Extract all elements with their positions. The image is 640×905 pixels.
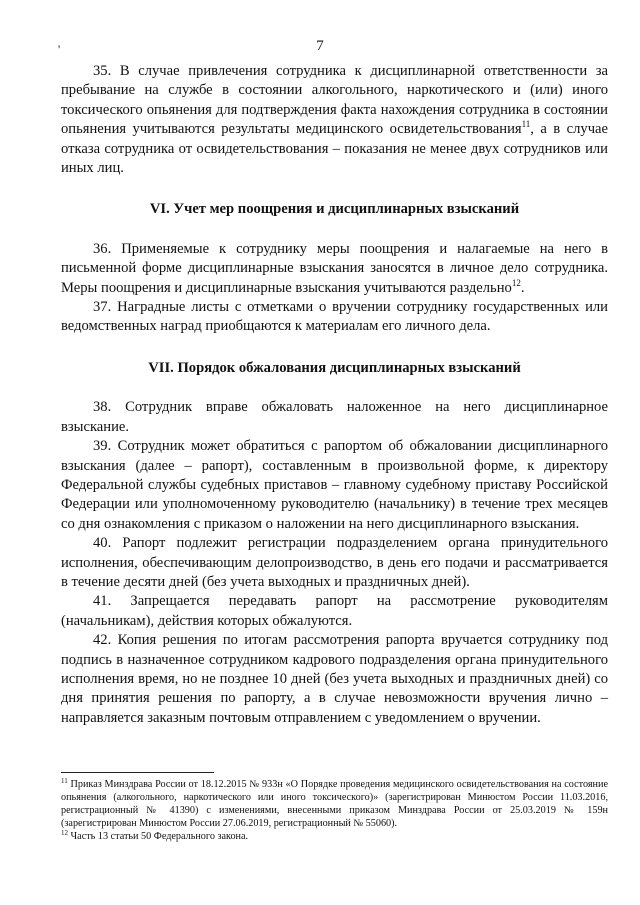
paragraph-35 [61,62,608,178]
corner-mark: ' [58,42,61,56]
footnote-separator [61,772,214,773]
paragraph-35-text-a: В случае привлечения сотрудника к дисциплинарной ответственности за пребывание на службе в состоянии алкогольного, наркотического и (или) иного токсического опьянения для подтверждения факта нахождения сотрудника в состоянии опьянения учитываются результаты медицинского освидетельствования [61,63,608,138]
footnote-12-text: Часть 13 статьи 50 Федерального закона. [68,831,249,842]
footnote-11-mark: 11 [61,777,68,785]
footnotes [61,778,608,843]
footnote-12-mark: 12 [61,829,68,837]
paragraph-39: 39. Сотрудник может обратиться с рапортом об обжаловании дисциплинарного взыскания (далее – рапорт), составленным в произвольной форме, к директору Федеральной службы судебных приставов – главному судебному приставу Российской Федерации или уполномоченному руководителю (начальнику) в течение трех месяцев со дня ознакомления с приказом о наложении на него дисциплинарного взыскания. [61,438,608,532]
section-heading-6: VI. Учет мер поощрения и дисциплинарных взысканий [149,201,520,218]
document-body [61,62,608,728]
paragraph-40: 40. Рапорт подлежит регистрации подразделением органа принудительного исполнения, обеспечивающим делопроизводство, в день его подачи и рассматривается в течение десяти дней (без учета выходных и праздничных дней). [61,535,608,590]
paragraph-35-text-b: , а в случае отказа сотрудника от освидетельствования – показания не менее двух сотрудников или иных лиц. [61,121,608,177]
footnote-ref-12: 12 [511,277,521,288]
section-heading-7: VII. Порядок обжалования дисциплинарных взысканий [148,359,521,376]
paragraph-42: 42. Копия решения по итогам рассмотрения рапорта вручается сотруднику под подпись в назначенное сотрудником кадрового подразделения органа принудительного исполнения время, но не позднее 10 дней (без учета выходных и праздничных дней) со дня принятия решения по рапорту, а в случае невозможности вручения лично – направляется заказным почтовым отправлением с уведомлением о вручении. [61,632,608,726]
paragraph-41: 41. Запрещается передавать рапорт на рассмотрение руководителям (начальникам), действия которых обжалуются. [61,593,608,629]
paragraph-35-number: 35. [93,63,112,79]
paragraph-36-text-b: . [520,279,525,296]
page-number: 7 [316,38,324,54]
footnote-11-text: Приказ Минздрава России от 18.12.2015 № 933н «О Порядке проведения медицинского освидетельствования на состояние опьянения (алкогольного, наркотического или иного токсического)» (зарегистрирован Минюстом России 11.03.2016, регистрационный № 41390) с изменениями, внесенными приказом Минздрава России от 25.03.2019 № 159н (зарегистрирован Минюстом России 27.06.2019, регистрационный № 55060). [61,779,608,829]
footnote-11 [61,778,608,830]
footnote-12 [61,830,608,843]
paragraph-38: 38. Сотрудник вправе обжаловать наложенное на него дисциплинарное взыскание. [61,399,608,435]
paragraph-36 [61,240,608,298]
paragraph-37: 37. Наградные листы с отметками о вручении сотруднику государственных или ведомственных наград приобщаются к материалам его личного дела. [61,299,608,335]
paragraph-36-text-a: 36. Применяемые к сотруднику меры поощрения и налагаемые на него в письменной форме дисциплинарные взыскания заносятся в личное дело сотрудника. Меры поощрения и дисциплинарные взыскания учитываются раздельно [61,240,608,296]
footnote-ref-11: 11 [521,119,531,130]
